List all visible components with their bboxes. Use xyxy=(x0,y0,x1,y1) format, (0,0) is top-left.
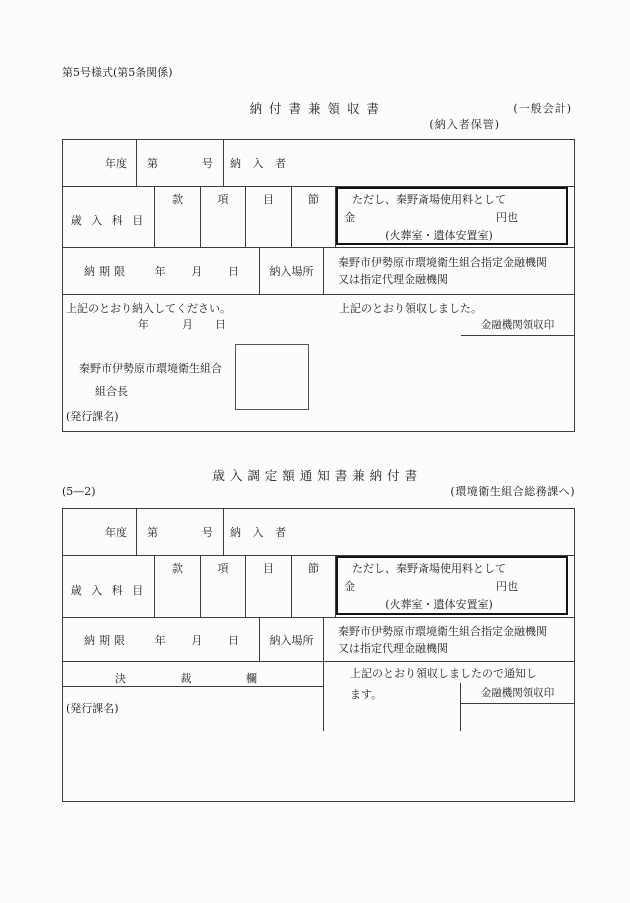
form1-note-cell xyxy=(335,187,574,247)
date-unit-day: 日 xyxy=(227,633,239,647)
note-line1: ただし、秦野斎場使用料として xyxy=(352,562,506,575)
date-unit-year: 年 xyxy=(154,265,166,278)
org-name: 秦野市伊勢原市環境衛生組合 xyxy=(79,362,222,375)
form2-title: 歳 入 調 定 額 通 知 書 兼 納 付 書 xyxy=(212,468,418,483)
form2-routing-note: (環境衛生組合総務課へ) xyxy=(450,485,575,498)
date-unit-year: 年 xyxy=(154,633,166,647)
place-label: 納入場所 xyxy=(269,633,314,647)
bank-line2: 又は指定代理金融機関 xyxy=(338,273,448,286)
form2-code: (5—2) xyxy=(62,485,96,498)
date-unit-month: 月 xyxy=(191,633,203,647)
approval-column-cell xyxy=(63,662,323,687)
form1-row-revenue xyxy=(63,186,574,247)
note-line1: ただし、秦野斎場使用料として xyxy=(352,193,506,206)
form1-year-cell xyxy=(63,140,136,186)
approval-char-2: 裁 xyxy=(180,672,192,685)
revenue-label: 歳 入 科 目 xyxy=(70,214,147,227)
form2-bank-cell xyxy=(323,618,574,661)
form1-row-deadline xyxy=(63,247,574,294)
form2-payer-cell xyxy=(223,509,574,555)
payer-label: 納 入 者 xyxy=(230,157,290,170)
year-label: 年度 xyxy=(105,157,127,170)
form1-table xyxy=(62,139,575,432)
pay-instruction: 上記のとおり納入してください。 xyxy=(66,302,231,315)
number-prefix: 第 xyxy=(147,526,158,539)
receipt-text: 上記のとおり領収しました。 xyxy=(339,302,482,315)
form1-column-setsu: 節 xyxy=(291,187,335,247)
form2-number-cell xyxy=(136,509,223,555)
amount-prefix: 金 xyxy=(344,211,355,224)
issuer-block xyxy=(79,357,222,403)
form1-payer-cell xyxy=(223,140,574,186)
form1-revenue-label-cell xyxy=(63,187,154,247)
receipt-notify-line1: 上記のとおり領収しましたので通知し xyxy=(350,667,537,680)
form1-column-moku: 目 xyxy=(245,187,291,247)
form1-deadline-cell xyxy=(63,248,259,294)
form2-amount-note-box xyxy=(336,556,568,615)
form1-number-cell xyxy=(136,140,223,186)
form1-bank-cell xyxy=(323,248,574,294)
payer-label: 納 入 者 xyxy=(230,526,290,539)
amount-suffix: 円也 xyxy=(496,580,518,593)
note-line3: (火葬室・遺体安置室) xyxy=(385,229,493,242)
number-suffix: 号 xyxy=(202,157,213,170)
form1-keeper-note: (納入者保管) xyxy=(429,118,500,131)
official-seal-box xyxy=(235,344,309,410)
bank-line1: 秦野市伊勢原市環境衛生組合指定金融機関 xyxy=(338,256,547,269)
receipt-notify-line2: ます。 xyxy=(350,688,383,701)
approval-char-1: 決 xyxy=(115,672,126,685)
form-number: 第5号様式(第5条関係) xyxy=(62,66,173,79)
form2-column-ko: 項 xyxy=(200,556,245,617)
bank-stamp-label: 金融機関領収印 xyxy=(461,683,574,704)
form1-row-year-number-payer xyxy=(63,140,574,186)
form1-title: 納 付 書 兼 領 収 書 xyxy=(249,101,381,116)
issuing-dept: (発行課名) xyxy=(66,410,119,423)
form2-deadline-cell xyxy=(63,618,259,661)
note-amount-line xyxy=(338,209,566,227)
bank-line1: 秦野市伊勢原市環境衛生組合指定金融機関 xyxy=(338,624,547,638)
form2-table xyxy=(62,508,575,802)
note-amount-line xyxy=(338,578,566,596)
deadline-label: 納期限 xyxy=(84,265,129,278)
amount-suffix: 円也 xyxy=(496,211,518,224)
deadline-label: 納期限 xyxy=(84,633,129,647)
form2-revenue-label-cell xyxy=(63,556,154,617)
form2-row-year-number-payer xyxy=(63,509,574,555)
issuing-dept: (発行課名) xyxy=(66,702,119,715)
form2-note-cell xyxy=(335,556,574,617)
date-unit-day: 日 xyxy=(227,265,239,278)
form1-column-ko: 項 xyxy=(200,187,245,247)
form2-place-label-cell xyxy=(259,618,323,661)
date-unit-month: 月 xyxy=(191,265,203,278)
form2-row-deadline xyxy=(63,617,574,661)
form1-row-bottom xyxy=(63,294,574,423)
form2-column-moku: 目 xyxy=(245,556,291,617)
form1-place-label-cell xyxy=(259,248,323,294)
bank-stamp-label: 金融機関領収印 xyxy=(461,315,574,336)
form2-row-bottom xyxy=(63,661,574,731)
form2-approval-dept-cell xyxy=(63,662,323,731)
year-label: 年度 xyxy=(105,526,127,539)
form2-receipt-cell xyxy=(323,662,574,731)
blank-date-line: 年 月 日 xyxy=(138,318,226,331)
bank-stamp-box xyxy=(460,683,574,731)
issuing-dept-cell xyxy=(63,687,323,731)
place-label: 納入場所 xyxy=(269,265,314,278)
revenue-label: 歳 入 科 目 xyxy=(70,583,147,597)
form1-account-note: (一般会計) xyxy=(513,102,572,115)
form2-row-revenue xyxy=(63,555,574,617)
form2-column-setsu: 節 xyxy=(291,556,335,617)
form1-amount-note-box xyxy=(336,187,568,245)
approval-char-3: 欄 xyxy=(246,672,257,685)
number-suffix: 号 xyxy=(202,526,213,539)
note-line3: (火葬室・遺体安置室) xyxy=(385,598,493,611)
amount-prefix: 金 xyxy=(344,580,355,593)
form2-year-cell xyxy=(63,509,136,555)
approval-label xyxy=(63,662,323,686)
number-prefix: 第 xyxy=(147,157,158,170)
org-title: 組合長 xyxy=(95,385,128,398)
form2-column-kan: 款 xyxy=(154,556,200,617)
form1-column-kan: 款 xyxy=(154,187,200,247)
bank-line2: 又は指定代理金融機関 xyxy=(338,641,448,655)
